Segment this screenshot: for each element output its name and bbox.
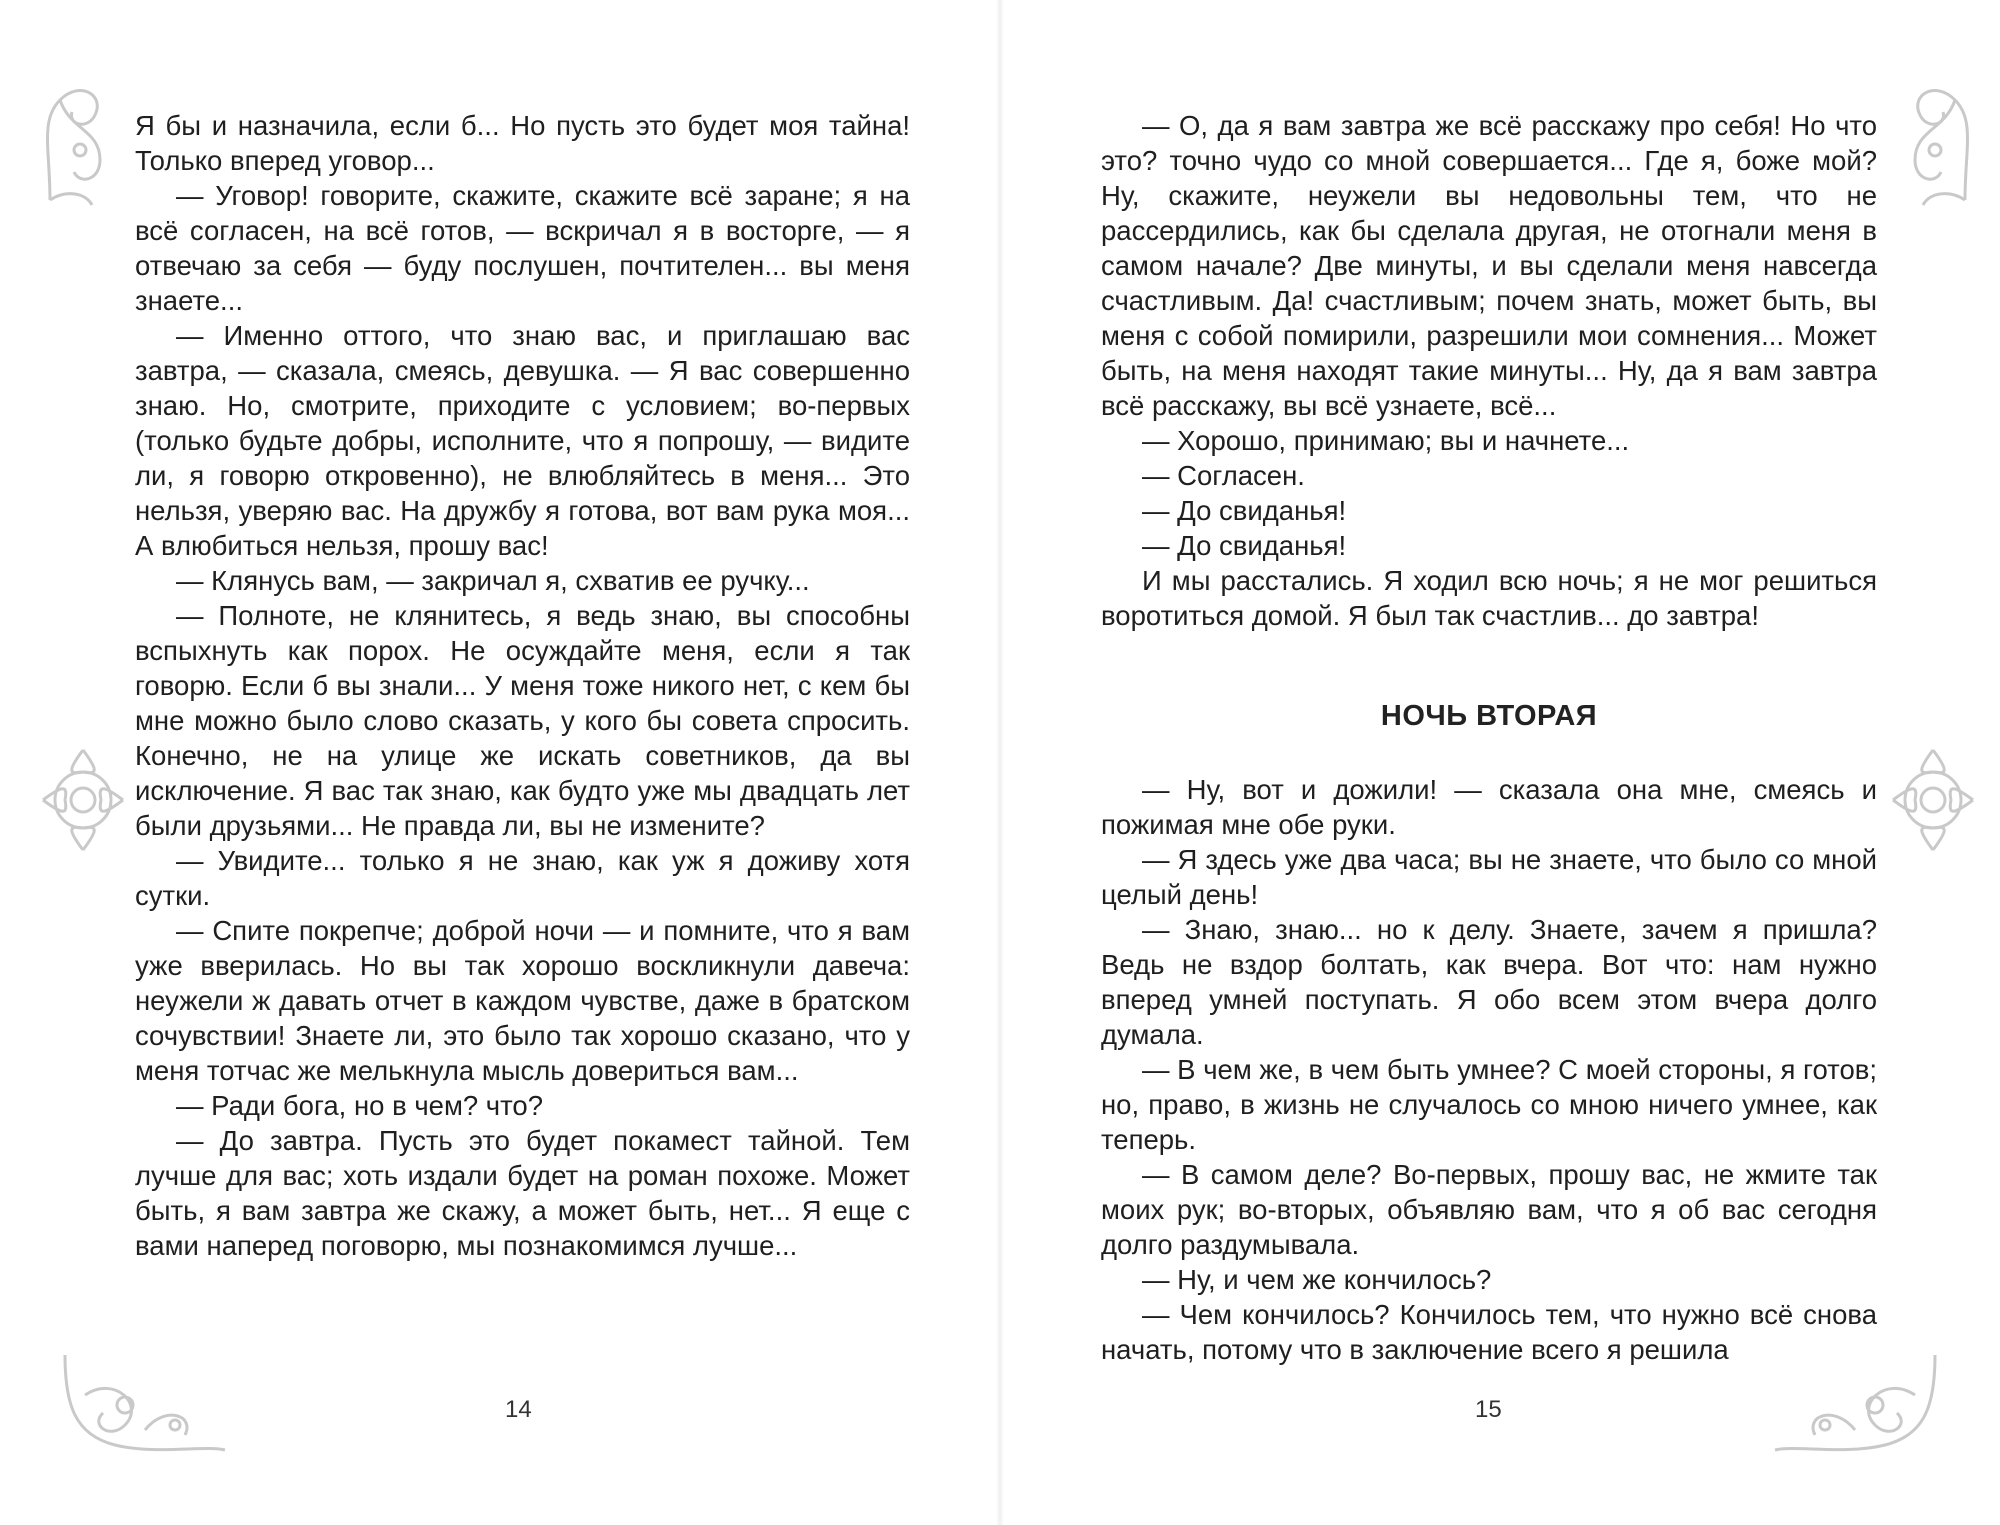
page-number: 14 [505, 1396, 532, 1423]
paragraph: — Уговор! говорите, скажите, скажите всё заране; я на всё согласен, на всё готов, — вскричал я в восторге, — я отвечаю за себя — буду послушен, почтителен... вы меня знаете... [135, 180, 910, 316]
left-page-text [135, 108, 910, 1263]
paragraph: — В самом деле? Во-первых, прошу вас, не жмите так моих рук; во-вторых, объявляю вам, что я об вас сегодня долго раздумывала. [1101, 1159, 1877, 1260]
paragraph: — Ну, и чем же кончилось? [1142, 1264, 1492, 1295]
page-number: 15 [1475, 1396, 1502, 1423]
bottom-right-flourish-icon [1765, 1335, 1945, 1465]
paragraph: — В чем же, в чем быть умнее? С моей стороны, я готов; но, право, в жизнь не случалось со мною ничего умнее, как теперь. [1101, 1054, 1877, 1155]
right-page [1000, 0, 2000, 1525]
bottom-left-flourish-icon [55, 1335, 235, 1465]
right-side-rosette-icon [1888, 745, 1978, 855]
paragraph: — До завтра. Пусть это будет покамест тайной. Тем лучше для вас; хоть издали будет на роман похоже. Может быть, я вам завтра же скажу, а может быть, нет... Я еще с вами наперед поговорю, мы познакомимся лучше... [135, 1125, 910, 1261]
paragraph: — Клянусь вам, — закричал я, схватив ее ручку... [176, 565, 810, 596]
paragraph: — О, да я вам завтра же всё расскажу про себя! Но что это? точно чудо со мной совершается... Где я, боже мой? Ну, скажите, неужели вы недовольны тем, что не рассердились, как бы сделала другая, не отогнали меня в самом начале? Две минуты, и вы сделали меня навсегда счастливым. Да! счастливым; почем знать, может быть, вы меня с собой помирили, разрешили мои сомнения... Может быть, на меня находят такие минуты... Ну, да я вам завтра всё расскажу, вы всё узнаете, всё... [1101, 110, 1877, 421]
paragraph: — Ради бога, но в чем? что? [176, 1090, 543, 1121]
left-side-rosette-icon [38, 745, 128, 855]
paragraph: И мы расстались. Я ходил всю ночь; я не мог решиться воротиться домой. Я был так счастлив... до завтра! [1101, 565, 1877, 631]
paragraph: — Чем кончилось? Кончилось тем, что нужно всё снова начать, потому что в заключение всего я решила [1101, 1299, 1877, 1365]
paragraph: — До свиданья! [1142, 495, 1347, 526]
paragraph: — Увидите... только я не знаю, как уж я доживу хотя сутки. [135, 845, 910, 911]
paragraph: — Ну, вот и дожили! — сказала она мне, смеясь и пожимая мне обе руки. [1101, 774, 1877, 840]
top-left-flourish-icon [30, 70, 120, 210]
right-page-text-bottom [1101, 772, 1877, 1367]
right-page-text-top [1101, 108, 1877, 633]
paragraph: — Спите покрепче; доброй ночи — и помните, что я вам уже вверилась. Но вы так хорошо воскликнули давеча: неужели ж давать отчет в каждом чувстве, даже в братском сочувствии! Знаете ли, это было так хорошо сказано, что у меня тотчас же мелькнула мысль довериться вам... [135, 915, 910, 1086]
paragraph: — Знаю, знаю... но к делу. Знаете, зачем я пришла? Ведь не вздор болтать, как вчера. Вот что: нам нужно вперед умней поступать. Я обо всем этом вчера долго думала. [1101, 914, 1877, 1050]
top-right-flourish-icon [1895, 70, 1985, 210]
paragraph: — Я здесь уже два часа; вы не знаете, что было со мной целый день! [1101, 844, 1877, 910]
paragraph: — Полноте, не клянитесь, я ведь знаю, вы способны вспыхнуть как порох. Не осуждайте меня, если я так говорю. Если б вы знали... У меня тоже никого нет, с кем бы мне можно было слово сказать, у кого бы совета спросить. Конечно, не на улице же искать советников, да вы исключение. Я вас так знаю, как будто уже мы двадцать лет были друзьями... Не правда ли, вы не измените? [135, 600, 910, 841]
paragraph: — Именно оттого, что знаю вас, и приглашаю вас завтра, — сказала, смеясь, девушка. — Я вас совершенно знаю. Но, смотрите, приходите с условием; во-первых (только будьте добры, исполните, что я попрошу, — видите ли, я говорю откровенно), не влюбляйтесь в меня... Это нельзя, уверяю вас. На дружбу я готова, вот вам рука моя... А влюбиться нельзя, прошу вас! [135, 320, 910, 561]
paragraph: — Хорошо, принимаю; вы и начнете... [1142, 425, 1630, 456]
paragraph: — До свиданья! [1142, 530, 1347, 561]
chapter-heading: НОЧЬ ВТОРАЯ [1380, 700, 1598, 732]
paragraph: Я бы и назначила, если б... Но пусть это будет моя тайна! Только вперед уговор... [135, 110, 910, 176]
paragraph: — Согласен. [1142, 460, 1305, 491]
